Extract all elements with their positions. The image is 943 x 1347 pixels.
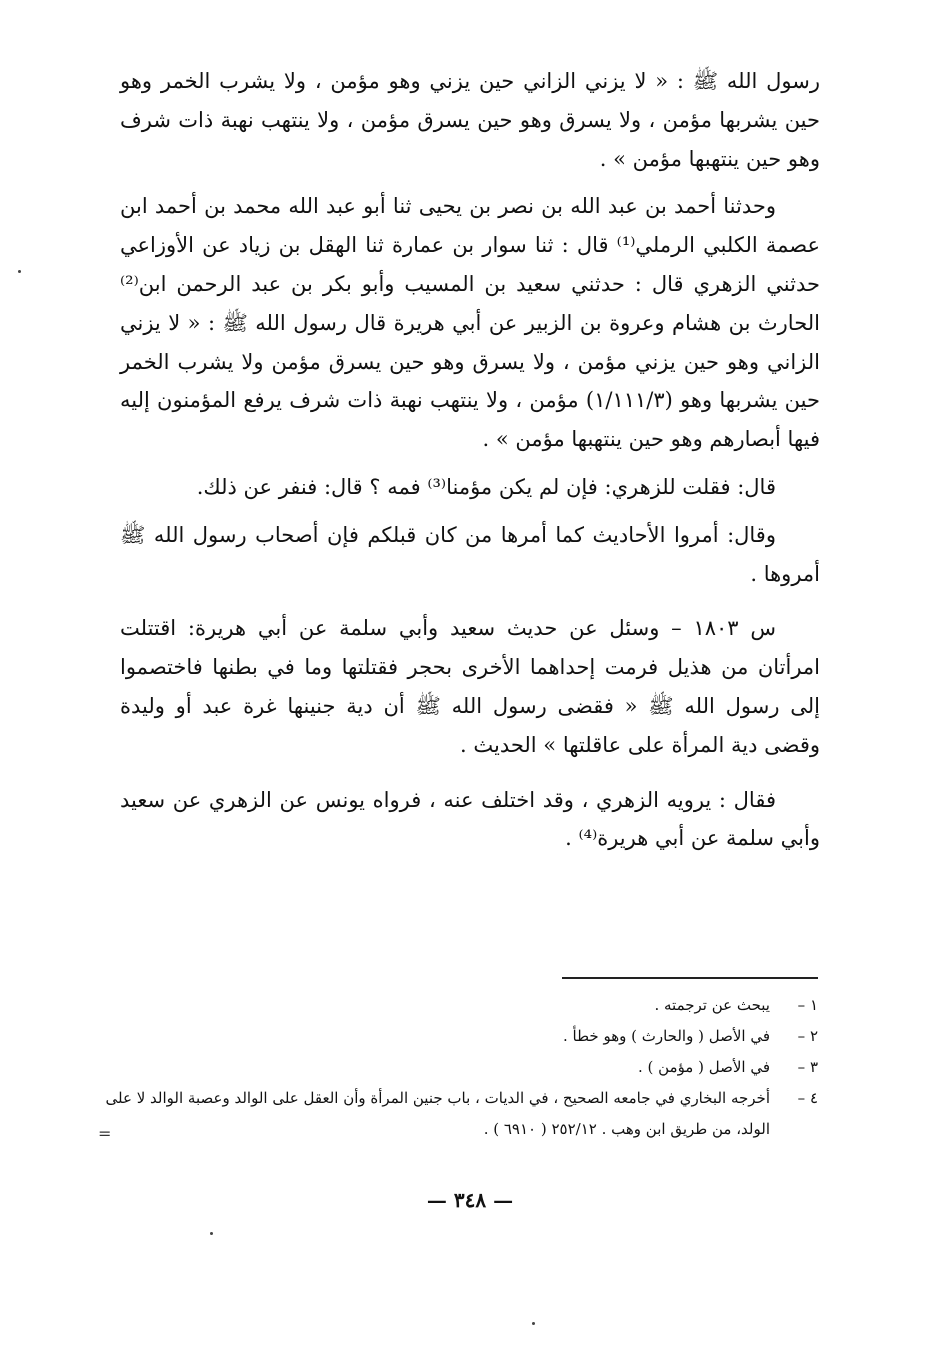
paragraph-zuhri-question: قال: فقلت للزهري: فإن لم يكن مؤمنا⁽³⁾ فمه ؟ قال: فنفر عن ذلك. bbox=[196, 474, 776, 499]
footnote-4 bbox=[96, 1083, 818, 1145]
scan-speck bbox=[18, 270, 21, 273]
footnote-text: في الأصل ( والحارث ) وهو خطأ . bbox=[563, 1027, 770, 1045]
footnote-number: ٢ – bbox=[797, 1027, 818, 1045]
main-text bbox=[120, 62, 820, 858]
footnote-separator bbox=[562, 977, 818, 979]
footnote-number: ١ – bbox=[797, 996, 818, 1014]
scan-speck bbox=[532, 1322, 535, 1325]
scan-speck bbox=[210, 1232, 213, 1235]
footnote-2 bbox=[96, 1021, 818, 1052]
footnote-1 bbox=[96, 990, 818, 1021]
margin-mark: = bbox=[98, 1124, 112, 1143]
footnote-text: أخرجه البخاري في جامعه الصحيح ، في الديات ، باب جنين المرأة وأن العقل على الوالد وعصبة الوالد لا على الولد، من طريق ابن وهب . ٢٥٢/١٢ ( ٦٩١٠ ) . bbox=[105, 1089, 770, 1138]
paragraph-hadith-continuation: رسول الله ﷺ : « لا يزني الزاني حين يزني وهو مؤمن ، ولا يشرب الخمر وهو حين يشربها مؤمن ، ولا يسرق وهو حين يسرق مؤمن ، ولا ينتهب نهبة ذات شرف وهو حين ينتهبها مؤمن » . bbox=[120, 69, 820, 171]
footnote-3 bbox=[96, 1052, 818, 1083]
paragraph-question-1803: س ١٨٠٣ – وسئل عن حديث سعيد وأبي سلمة عن أبي هريرة: اقتتلت امرأتان من هذيل فرمت إحداهما الأخرى بحجر فقتلتها وما في بطنها فاختصموا إلى رسول الله ﷺ « فقضى رسول الله ﷺ أن دية جنينها غرة عبد أو وليدة وقضى دية المرأة على عاقلتها » الحديث . bbox=[120, 616, 820, 757]
footnote-text: في الأصل ( مؤمن ) . bbox=[637, 1058, 770, 1076]
footnote-text: يبحث عن ترجمته . bbox=[654, 996, 770, 1014]
paragraph-isnad: وحدثنا أحمد بن عبد الله بن نصر بن يحيى ثنا أبو عبد الله محمد بن أحمد ابن عصمة الكلبي الرملي⁽¹⁾ قال : ثنا سوار بن عمارة ثنا الهقل بن زياد عن الأوزاعي حدثني الزهري قال : حدثني سعيد بن المسيب وأبو بكر بن عبد الرحمن ابن⁽²⁾ الحارث بن هشام وعروة بن الزبير عن أبي هريرة قال رسول الله ﷺ : « لا يزني الزاني وهو حين يزني مؤمن ، ولا يسرق وهو حين يسرق مؤمن ولا يشرب الخمر حين يشربها وهو (١/١١١/٣) مؤمن ، ولا ينتهب نهبة ذات شرف يرفع المؤمنون إليه فيها أبصارهم وهو حين ينتهبها مؤمن » . bbox=[120, 194, 821, 452]
paragraph-answer: فقال : يرويه الزهري ، وقد اختلف عنه ، فرواه يونس عن الزهري عن سعيد وأبي سلمة عن أبي هريرة⁽⁴⁾ . bbox=[120, 787, 820, 851]
page-number: — ٣٤٨ — bbox=[426, 1188, 514, 1212]
footnote-number: ٤ – bbox=[797, 1089, 818, 1107]
footnotes bbox=[96, 990, 818, 1145]
paragraph-amirru-ahadith: وقال: أمروا الأحاديث كما أمرها من كان قبلكم فإن أصحاب رسول الله ﷺ أمروها . bbox=[120, 522, 820, 586]
footnote-number: ٣ – bbox=[797, 1058, 818, 1076]
